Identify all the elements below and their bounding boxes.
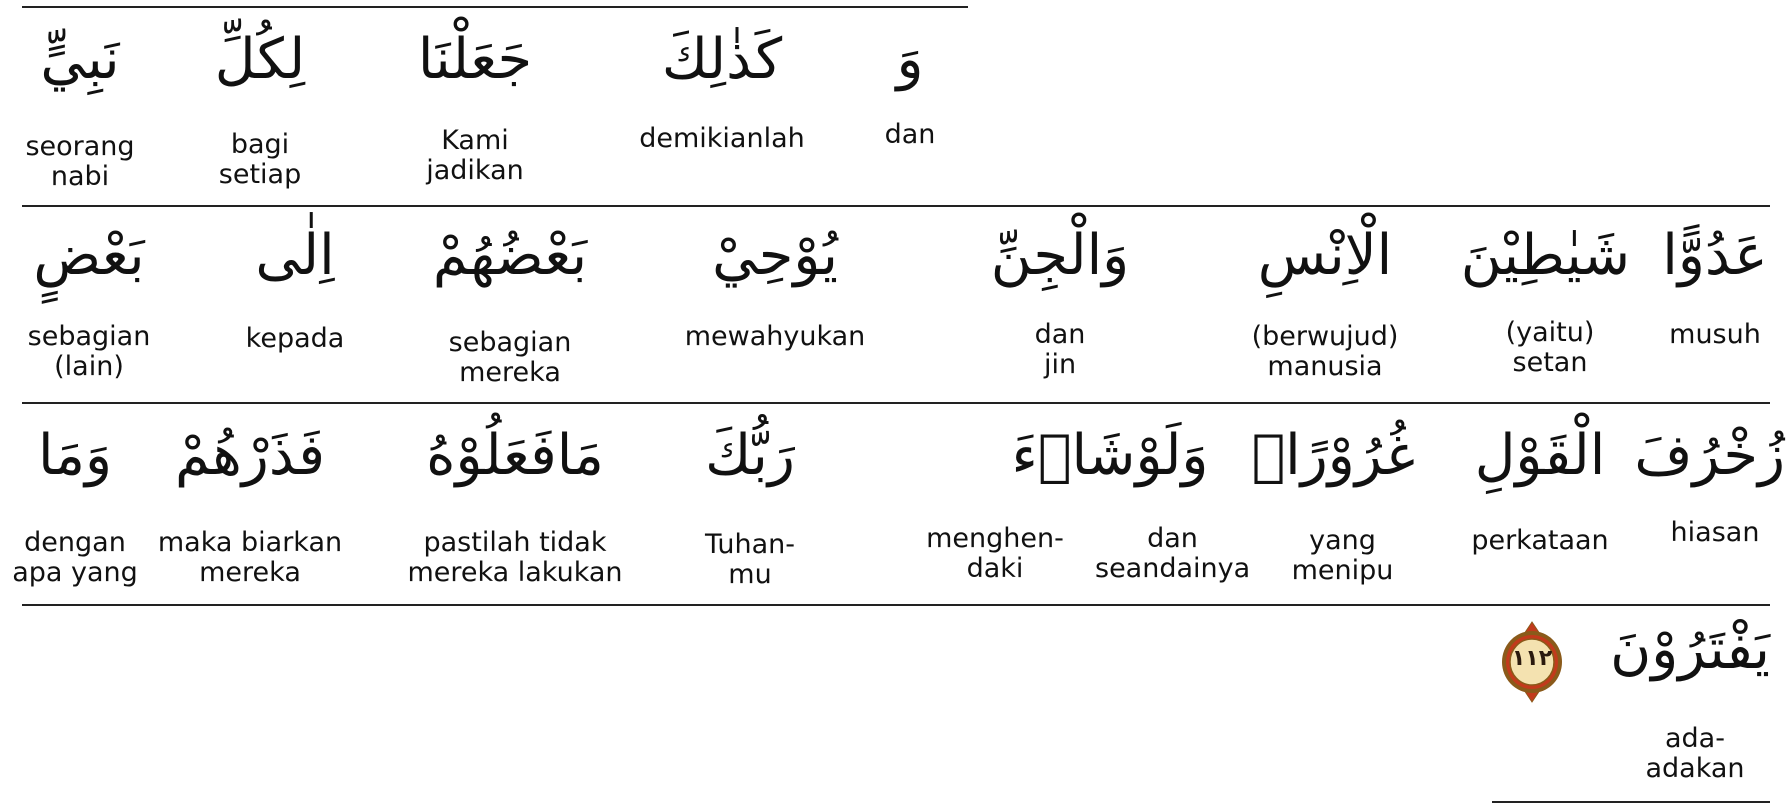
arabic-word: لِكُلِّ — [214, 27, 306, 92]
word-translation: pastilah tidak mereka lakukan — [407, 527, 623, 588]
word-cell — [990, 220, 1130, 390]
word-translation: yang menipu — [1291, 525, 1394, 586]
verse-number: ١١٢ — [1511, 646, 1553, 671]
word-cell — [410, 220, 610, 390]
word-cell — [1460, 220, 1630, 390]
arabic-word: وَلَوْشَاۤءَ — [1011, 423, 1209, 488]
arabic-word: بَعْضُهُمْ — [432, 223, 588, 288]
word-cell — [14, 220, 164, 390]
arabic-word: الْقَوْلِ — [1474, 423, 1606, 488]
word-translation: sebagian (lain) — [27, 321, 151, 382]
word-translation: Kami jadikan — [426, 125, 524, 186]
word-cell — [150, 420, 350, 590]
arabic-word: بَعْضٍ — [33, 223, 145, 288]
word-translation: demikianlah — [639, 123, 805, 154]
word-translation: seorang nabi — [25, 131, 135, 192]
word-cell — [1251, 420, 1415, 590]
word-cell — [405, 420, 625, 590]
word-translation: maka biarkan mereka — [157, 527, 343, 588]
word-translation: dan jin — [1034, 319, 1086, 380]
word-cell — [1460, 420, 1620, 590]
word-cell — [622, 24, 822, 194]
arabic-word: وَمَا — [37, 423, 113, 488]
word-translation: perkataan — [1471, 525, 1609, 556]
word-translation: hiasan — [1670, 517, 1760, 548]
arabic-word: مَافَعَلُوْهُ — [426, 423, 604, 488]
word-cell — [400, 24, 550, 194]
arabic-word: شَيٰطِيْنَ — [1460, 223, 1630, 288]
word-cell — [690, 420, 810, 590]
arabic-word: جَعَلْنَا — [417, 27, 533, 92]
word-translation: Tuhan- mu — [704, 529, 796, 590]
word-cell — [1240, 220, 1410, 390]
arabic-word: اِلٰى — [255, 223, 335, 288]
word-translation: sebagian mereka — [448, 327, 572, 388]
arabic-word: وَ — [896, 27, 924, 92]
row-divider-3 — [22, 604, 1770, 606]
arabic-word: يُوْحِيْ — [712, 223, 838, 288]
word-cell — [680, 220, 870, 390]
arabic-word: الْاِنْسِ — [1257, 223, 1393, 288]
arabic-word: غُرُوْرًاۗ — [1251, 423, 1415, 488]
word-translation: ada- adakan — [1645, 723, 1745, 784]
word-cell — [210, 220, 380, 390]
word-translation: kepada — [245, 323, 345, 354]
word-translation: mewahyukan — [684, 321, 866, 352]
word-translation: menghen- daki — [926, 523, 1064, 584]
word-cell — [190, 24, 330, 194]
word-cell — [1650, 220, 1780, 390]
arabic-word: نَبِيٍّ — [40, 27, 120, 92]
arabic-word: عَدُوًّا — [1662, 223, 1768, 288]
row-divider-2 — [22, 402, 1770, 404]
arabic-word: رَبُّكَ — [705, 423, 795, 488]
row-divider-1 — [22, 205, 1770, 207]
word-cell — [1634, 420, 1785, 590]
arabic-word: فَذَرْهُمْ — [174, 423, 325, 488]
arabic-word: زُخْرُفَ — [1634, 423, 1785, 488]
word-translation: (berwujud) manusia — [1251, 321, 1399, 382]
word-cell — [860, 24, 960, 194]
verse-number-medallion — [1500, 620, 1564, 704]
word-cell — [1095, 420, 1250, 590]
arabic-word: وَالْجِنِّ — [990, 223, 1130, 288]
arabic-word: يَفْتَرُوْنَ — [1610, 617, 1770, 682]
row-divider-bottom — [1492, 801, 1770, 803]
word-cell — [20, 24, 140, 194]
word-translation: musuh — [1669, 319, 1761, 350]
word-translation: dan — [884, 119, 936, 150]
arabic-word: كَذٰلِكَ — [661, 27, 783, 92]
word-cell — [1610, 614, 1770, 794]
word-translation: bagi setiap — [218, 129, 302, 190]
word-translation: (yaitu) setan — [1505, 317, 1595, 378]
word-translation: dengan apa yang — [12, 527, 138, 588]
row-divider-top — [22, 6, 968, 8]
word-translation: dan seandainya — [1095, 523, 1251, 584]
word-cell — [10, 420, 140, 590]
